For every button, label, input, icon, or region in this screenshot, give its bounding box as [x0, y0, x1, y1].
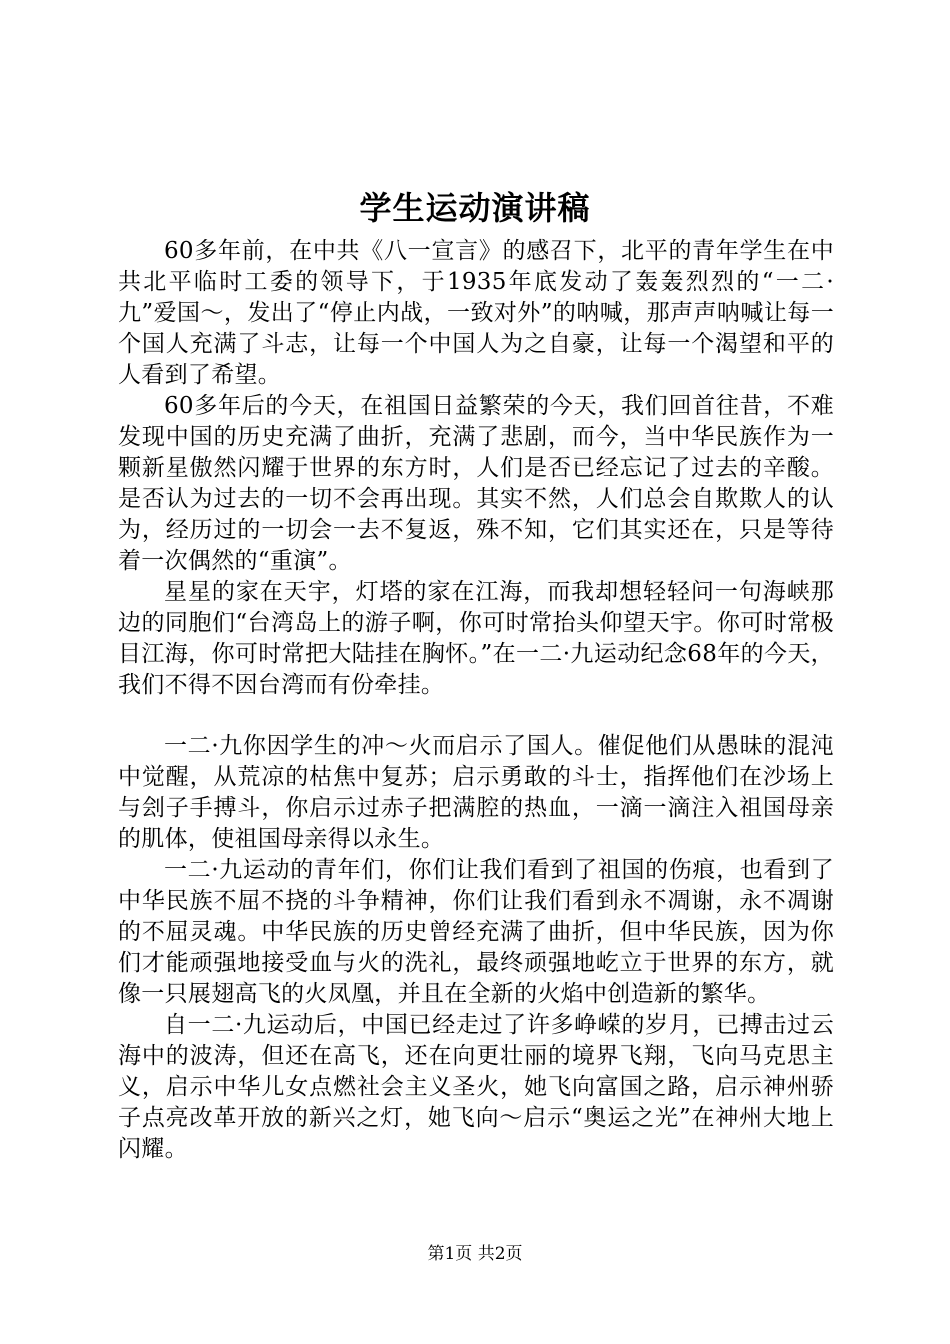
paragraph-1: 60多年前，在中共《八一宣言》的感召下，北平的青年学生在中共北平临时工委的领导下，于1935年底发动了轰轰烈烈的“一二·九”爱国～，发出了“停止内战，一致对外”的呐喊，那声声呐喊让每一个国人充满了斗志，让每一个中国人为之自豪，让每一个渴望和平的人看到了希望。: [118, 238, 834, 388]
paragraph-5: 一二·九运动的青年们，你们让我们看到了祖国的伤痕，也看到了中华民族不屈不挠的斗争精神，你们让我们看到永不凋谢，永不凋谢的不屈灵魂。中华民族的历史曾经充满了曲折，但中华民族，因为你们才能顽强地接受血与火的洗礼，最终顽强地屹立于世界的东方，就像一只展翅高飞的火凤凰，并且在全新的火焰中创造新的繁华。: [118, 857, 834, 1007]
paragraph-6: 自一二·九运动后，中国已经走过了许多峥嵘的岁月，已搏击过云海中的波涛，但还在高飞，还在向更壮丽的境界飞翔，飞向马克思主义，启示中华儿女点燃社会主义圣火，她飞向富国之路，启示神州骄子点亮改革开放的新兴之灯，她飞向～启示“奥运之光”在神州大地上闪耀。: [118, 1012, 834, 1162]
paragraph-4: 一二·九你因学生的冲～火而启示了国人。催促他们从愚昧的混沌中觉醒，从荒凉的枯焦中复苏；启示勇敢的斗士，指挥他们在沙场上与刽子手搏斗，你启示过赤子把满腔的热血，一滴一滴注入祖国母亲的肌体，使祖国母亲得以永生。: [118, 733, 834, 852]
paragraph-3: 星星的家在天宇，灯塔的家在江海，而我却想轻轻问一句海峡那边的同胞们“台湾岛上的游子啊，你可时常抬头仰望天宇。你可时常极目江海，你可时常把大陆挂在胸怀。”在一二·九运动纪念68年的今天，我们不得不因台湾而有份牵挂。: [118, 579, 834, 698]
paragraph-2: 60多年后的今天，在祖国日益繁荣的今天，我们回首往昔，不难发现中国的历史充满了曲折，充满了悲剧，而今，当中华民族作为一颗新星傲然闪耀于世界的东方时，人们是否已经忘记了过去的辛酸。是否认为过去的一切不会再出现。其实不然，人们总会自欺欺人的认为，经历过的一切会一去不复返，殊不知，它们其实还在，只是等待着一次偶然的“重演”。: [118, 393, 834, 574]
document-body: [118, 236, 834, 1165]
document-title: 学生运动演讲稿: [359, 189, 591, 227]
page-number-footer: 第1页 共2页: [427, 1244, 523, 1264]
